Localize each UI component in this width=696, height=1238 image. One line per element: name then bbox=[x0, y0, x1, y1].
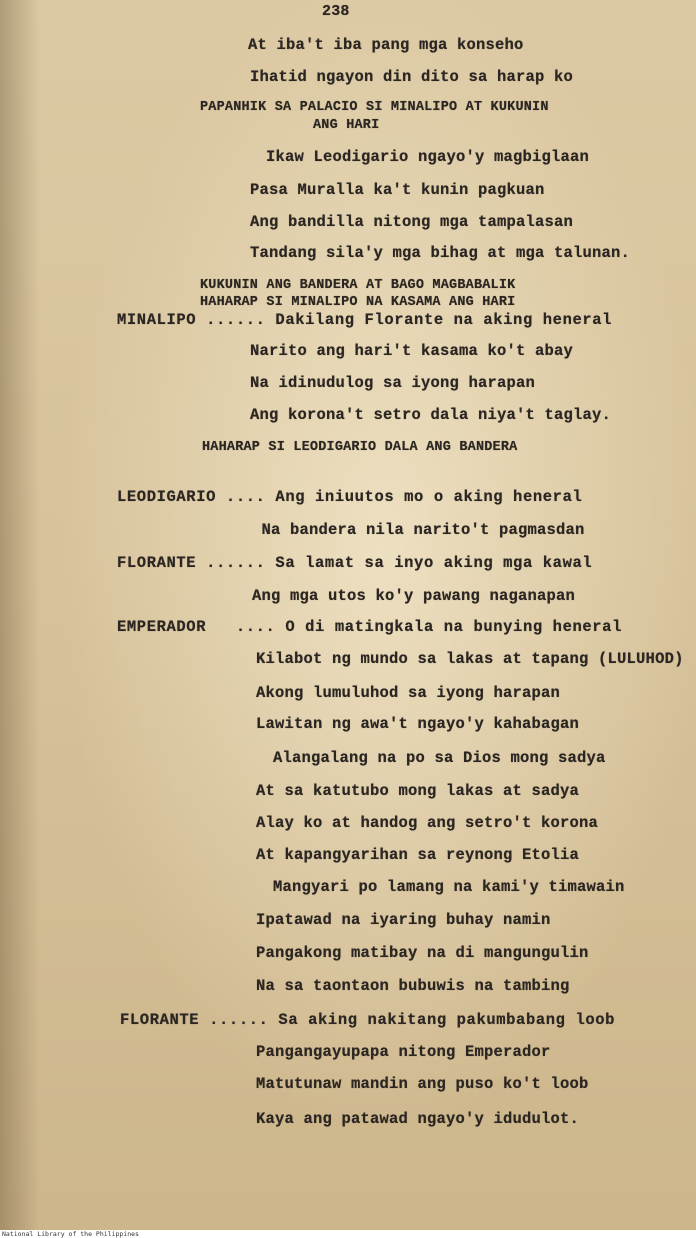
verse-line: Narito ang hari't kasama ko't abay bbox=[250, 342, 574, 360]
verse-line: Ang mga utos ko'y pawang naganapan bbox=[252, 587, 576, 605]
footer-bar bbox=[0, 1230, 696, 1238]
verse-line: Lawitan ng awa't ngayo'y kahabagan bbox=[256, 715, 580, 733]
speaker-line: EMPERADOR .... O di matingkala na bunying heneral bbox=[117, 618, 622, 636]
verse-line: Ihatid ngayon din dito sa harap ko bbox=[250, 68, 574, 86]
speaker-line: FLORANTE ...... Sa lamat sa inyo aking mga kawal bbox=[117, 554, 593, 572]
stage-direction: KUKUNIN ANG BANDERA AT BAGO MAGBABALIK bbox=[200, 278, 516, 293]
verse-line: Kaya ang patawad ngayo'y idudulot. bbox=[256, 1110, 580, 1128]
verse-line: Alangalang na po sa Dios mong sadya bbox=[273, 749, 606, 767]
verse-line: Matutunaw mandin ang puso ko't loob bbox=[256, 1075, 589, 1093]
verse-line: Tandang sila'y mga bihag at mga talunan. bbox=[250, 244, 631, 262]
verse-line: Na idinudulog sa iyong harapan bbox=[250, 374, 536, 392]
page-number: 238 bbox=[322, 3, 350, 20]
verse-line: Pangangayupapa nitong Emperador bbox=[256, 1043, 551, 1061]
verse-line: Kilabot ng mundo sa lakas at tapang (LULUHOD) bbox=[256, 650, 684, 668]
verse-line: At kapangyarihan sa reynong Etolia bbox=[256, 846, 580, 864]
verse-line: Alay ko at handog ang setro't korona bbox=[256, 814, 599, 832]
verse-line: Ipatawad na iyaring buhay namin bbox=[256, 911, 551, 929]
verse-line: At iba't iba pang mga konseho bbox=[248, 36, 524, 54]
verse-line: Na sa taontaon bubuwis na tambing bbox=[256, 977, 570, 995]
speaker-line: MINALIPO ...... Dakilang Florante na aking heneral bbox=[117, 311, 613, 329]
verse-line: Mangyari po lamang na kami'y timawain bbox=[273, 878, 625, 896]
footer-credit: National Library of the Philippines bbox=[2, 1230, 139, 1238]
verse-line: Ikaw Leodigario ngayo'y magbiglaan bbox=[266, 148, 590, 166]
verse-line: Pasa Muralla ka't kunin pagkuan bbox=[250, 181, 545, 199]
verse-line: Akong lumuluhod sa iyong harapan bbox=[256, 684, 561, 702]
stage-direction: HAHARAP SI LEODIGARIO DALA ANG BANDERA bbox=[202, 440, 518, 455]
page-edge-shadow bbox=[0, 0, 40, 1230]
verse-line: At sa katutubo mong lakas at sadya bbox=[256, 782, 580, 800]
verse-line: Ang korona't setro dala niya't taglay. bbox=[250, 406, 612, 424]
stage-direction: ANG HARI bbox=[313, 118, 380, 133]
speaker-line: LEODIGARIO .... Ang iniuutos mo o aking heneral bbox=[117, 488, 583, 506]
verse-line: Na bandera nila narito't pagmasdan bbox=[252, 521, 585, 539]
verse-line: Ang bandilla nitong mga tampalasan bbox=[250, 213, 574, 231]
speaker-line: FLORANTE ...... Sa aking nakitang pakumbabang loob bbox=[120, 1011, 616, 1029]
stage-direction: PAPANHIK SA PALACIO SI MINALIPO AT KUKUNIN bbox=[200, 100, 549, 115]
stage-direction: HAHARAP SI MINALIPO NA KASAMA ANG HARI bbox=[200, 295, 516, 310]
verse-line: Pangakong matibay na di mangungulin bbox=[256, 944, 589, 962]
